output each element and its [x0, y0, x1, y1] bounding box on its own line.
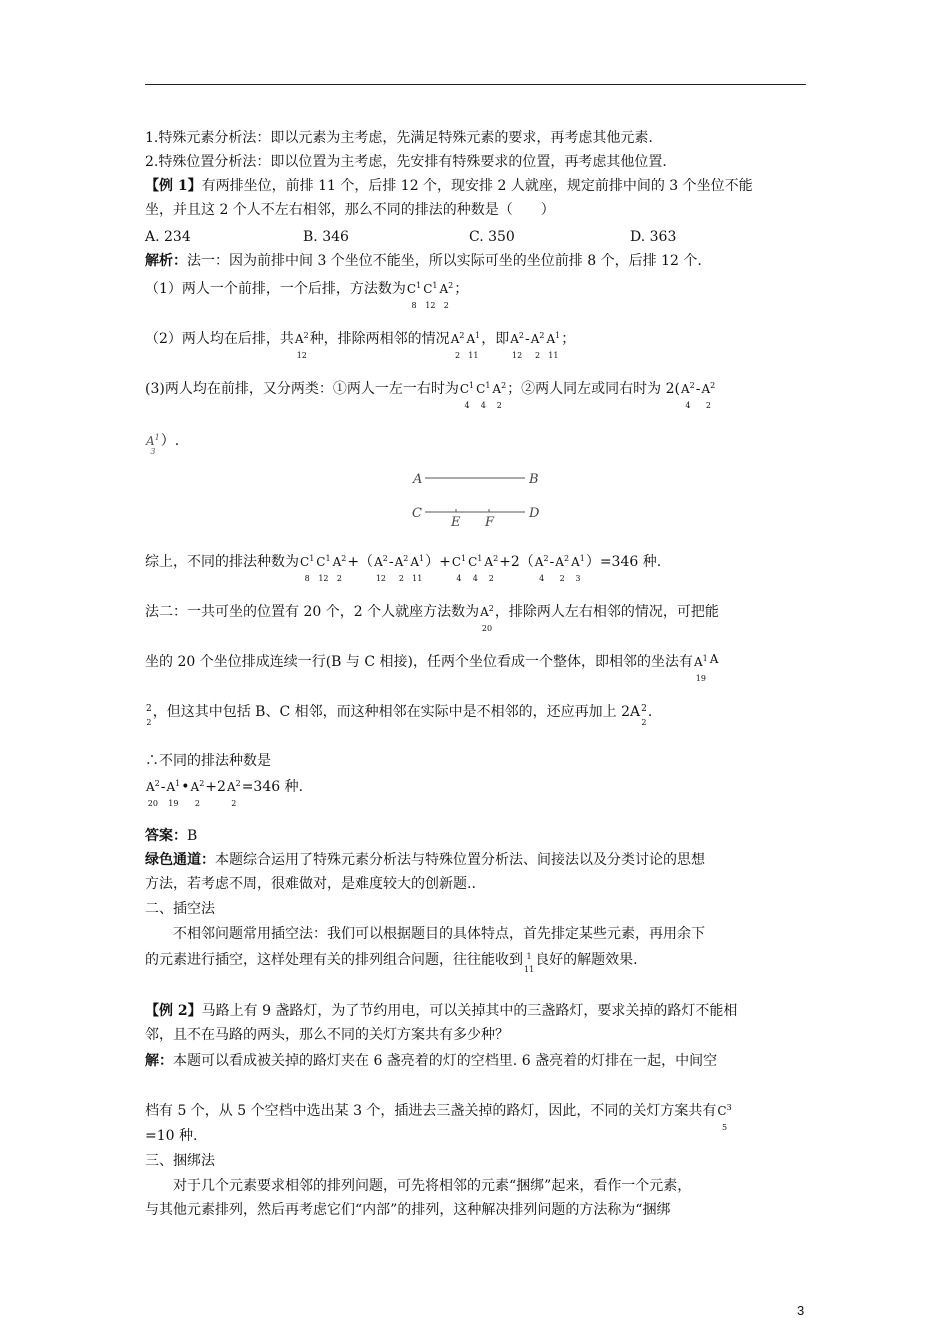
- analysis-tag: 解析：: [145, 253, 187, 269]
- case-2-line: （2）两人均在后排，共 $A^2$ 12 种，排除两相邻的情况 $A^2$ 2 $A^1$ 11 ，即 $A^2$ 12 - $A^2$ 2 $A^1$ 11 ；: [145, 331, 576, 360]
- analysis-text-1: 法一：因为前排中间 3 个坐位不能坐，所以实际可坐的坐位前排 8 个，后排 12 个.: [187, 253, 702, 269]
- green-channel-text-1: 本题综合运用了特殊元素分析法与特殊位置分析法、间接法以及分类讨论的思想: [215, 852, 705, 868]
- case-1-text: （1）两人一个前排，一个后排，方法数为: [145, 281, 406, 297]
- example-2-line-1: [145, 1002, 737, 1020]
- green-channel-line-1: [145, 851, 705, 869]
- solution-line-3: =10 种.: [145, 1128, 198, 1144]
- therefore-line: ∴不同的排法种数是: [145, 753, 271, 769]
- answer-line: [145, 827, 197, 845]
- method-2-text-1: 法二：一共可坐的位置有 20 个，2 个人就座方法数为: [145, 604, 480, 620]
- case-3-continuation: $A^1$ 3 ）.: [146, 433, 180, 456]
- solution-text-1: 本题可以看成被关掉的路灯夹在 6 盏亮着的灯的空档里. 6 盏亮着的灯排在一起，中间空: [173, 1053, 718, 1069]
- example-2-text-1: 马路上有 9 盏路灯，为了节约用电，可以关掉其中的三盏路灯，要求关掉的路灯不能相: [201, 1003, 738, 1019]
- para-special-position: 2.特殊位置分析法：即以位置为主考虑，先安排有特殊要求的位置，再考虑其他位置.: [145, 154, 667, 170]
- green-channel-line-2: 方法，若考虑不周，很难做对，是难度较大的创新题..: [145, 876, 476, 892]
- method-2-text-1b: ，排除两人左右相邻的情况，可把能: [494, 604, 719, 620]
- case-3-text-1: (3)两人均在前排，又分两类：①两人一左一右时为: [145, 381, 459, 397]
- method-2-text-3: ，但这其中包括 B、C 相邻，而这种相邻在实际中是不相邻的，还应再加上 2A: [152, 704, 641, 720]
- section-3-heading: 三、捆绑法: [145, 1153, 215, 1169]
- option-d: D. 363: [630, 229, 677, 245]
- para-special-element: 1.特殊元素分析法：即以元素为主考虑，先满足特殊元素的要求，再考虑其他元素.: [145, 130, 653, 146]
- section-3-line-1: 对于几个元素要求相邻的排列问题，可先将相邻的元素“捆绑”起来，看作一个元素，: [145, 1178, 692, 1194]
- method-2-text-2: 坐的 20 个坐位排成连续一行(B 与 C 相接)，任两个坐位看成一个整体，即相邻的坐法有: [145, 654, 693, 670]
- example-2-line-2: 邻，且不在马路的两头，那么不同的关灯方案共有多少种？: [145, 1027, 509, 1043]
- solution-line-1: [145, 1052, 717, 1070]
- analysis-line-1: [145, 252, 702, 270]
- final-formula: $A^2$ 20 - $A^1$ 19 • $A^2$ 2 +2 $A^2$ 2 =346 种.: [146, 779, 304, 808]
- method-2-line-3: 2 2 ，但这其中包括 B、C 相邻，而这种相邻在实际中是不相邻的，还应再加上 2A 2 2 .: [146, 704, 653, 727]
- section-3-line-2: 与其他元素排列，然后再考虑它们“内部”的排列，这种解决排列问题的方法称为“捆绑: [145, 1202, 671, 1218]
- option-c: C. 350: [469, 229, 515, 245]
- method-2-line-1: 法二：一共可坐的位置有 20 个，2 个人就座方法数为 $A^2$ 20 ，排除两人左右相邻的情况，可把能: [145, 604, 719, 633]
- solution-line-2b: 档有 5 个，从 5 个空档中选出某 3 个，插进去三盏关掉的路灯，因此，不同的关灯方案共有 $C^3$ 5: [145, 1103, 732, 1132]
- answer-value: B: [187, 828, 198, 844]
- seat-rows-figure: [405, 466, 555, 530]
- label-b: B: [529, 472, 539, 487]
- case-3-line: (3)两人均在前排，又分两类：①两人一左一右时为 $C^1$ 4 $C^1$ 4 $A^2$ 2 ；②两人同左或同右时为 2( $A^2$ 4 - $A^2$ 2: [145, 381, 716, 410]
- section-2-text-2: 的元素进行插空，这样处理有关的排列组合问题，往往能收到: [145, 952, 523, 968]
- solution-text-2: 档有 5 个，从 5 个空档中选出某 3 个，插进去三盏关掉的路灯，因此，不同的关灯方案共有: [145, 1103, 717, 1119]
- example-1-text-1: 有两排坐位，前排 11 个，后排 12 个，现安排 2 人就座，规定前排中间的 3 个坐位不能: [201, 178, 753, 194]
- method-2-line-2: 坐的 20 个坐位排成连续一行(B 与 C 相接)，任两个坐位看成一个整体，即相邻的坐法有 $A^1$ 19 A: [145, 652, 719, 683]
- section-2-line-1: 不相邻问题常用插空法：我们可以根据题目的具体特点，首先排定某些元素，再用余下: [145, 926, 705, 942]
- label-e: E: [451, 515, 461, 530]
- option-b: B. 346: [303, 229, 349, 245]
- section-2-text-2b: 良好的解题效果.: [535, 952, 638, 968]
- green-channel-tag: 绿色通道：: [145, 852, 215, 868]
- summary-result: =346 种.: [599, 554, 662, 570]
- label-d: D: [529, 506, 540, 521]
- label-c: C: [412, 506, 422, 521]
- final-result: =346 种.: [241, 779, 304, 795]
- section-2-heading: 二、插空法: [145, 901, 215, 917]
- case-2-text-2: 种，排除两相邻的情况: [309, 331, 450, 347]
- answer-tag: 答案：: [145, 828, 187, 844]
- case-2-text-3: ，即: [481, 331, 510, 347]
- page-number: 3: [797, 1303, 805, 1318]
- case-2-text-1: （2）两人均在后排，共: [145, 331, 294, 347]
- example-1-line-1: [145, 177, 753, 195]
- section-2-line-2: 的元素进行插空，这样处理有关的排列组合问题，往往能收到 1 11 良好的解题效果.: [145, 952, 638, 974]
- example-1-tag: 【例 1】: [145, 178, 202, 194]
- label-a: A: [413, 472, 423, 487]
- summary-line: 综上，不同的排法种数为 $C^1$ 8 $C^1$ 12 $A^2$ 2 +（ $A^2$ 12 - $A^2$ 2 $A^1$ 11 ）+ $C^1$ 4 $C^1$ 4 $A^2$ 2 +2（ $A^2$ 4 - $A^2$ 2 $A^1$ 3 ）=346 种.: [145, 554, 662, 583]
- option-a: A. 234: [145, 229, 191, 245]
- solution-tag: 解：: [145, 1053, 173, 1069]
- case-1-line: （1）两人一个前排，一个后排，方法数为 $C^1$ 8 $C^1$ 12 $A^2$ 2 ；: [145, 281, 469, 310]
- example-2-tag: 【例 2】: [145, 1003, 202, 1019]
- header-rule: [145, 84, 806, 85]
- example-1-line-2: 坐，并且这 2 个人不左右相邻，那么不同的排法的种数是（ ）: [145, 202, 555, 218]
- summary-text: 综上，不同的排法种数为: [145, 554, 299, 570]
- case-3-text-2: ；②两人同左或同右时为 2(: [507, 381, 680, 397]
- label-f: F: [485, 515, 495, 530]
